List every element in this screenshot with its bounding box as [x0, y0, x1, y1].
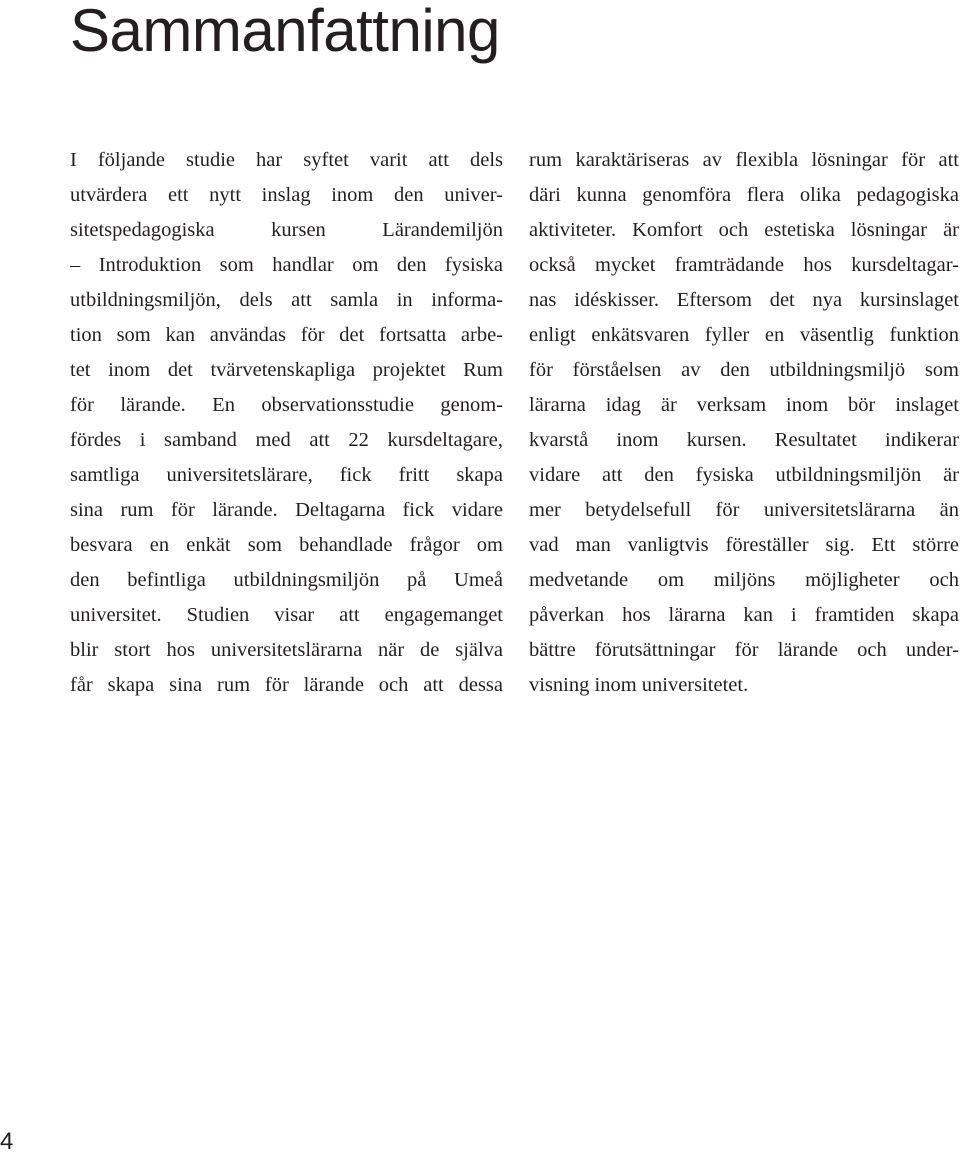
- text-line: samtliga universitetslärare, fick fritt skapa: [70, 464, 503, 486]
- text-line: utvärdera ett nytt inslag inom den univer-: [70, 184, 503, 206]
- text-line: för förståelsen av den utbildningsmiljö som: [529, 359, 959, 381]
- text-line: utbildningsmiljön, dels att samla in informa-: [70, 289, 503, 311]
- text-line: – Introduktion som handlar om den fysiska: [70, 254, 503, 276]
- text-line: för lärande. En observationsstudie genom-: [70, 394, 503, 416]
- text-line: vad man vanligtvis föreställer sig. Ett större: [529, 534, 959, 556]
- text-line: medvetande om miljöns möjligheter och: [529, 569, 959, 591]
- text-line: nas idéskisser. Eftersom det nya kursinslaget: [529, 289, 959, 311]
- text-line: blir stort hos universitetslärarna när de själva: [70, 639, 503, 661]
- text-line: sina rum för lärande. Deltagarna fick vidare: [70, 499, 503, 521]
- text-line: får skapa sina rum för lärande och att dessa: [70, 674, 503, 696]
- text-line: däri kunna genomföra flera olika pedagogiska: [529, 184, 959, 206]
- text-line: rum karaktäriseras av flexibla lösningar för att: [529, 149, 959, 171]
- text-line: också mycket framträdande hos kursdeltagar-: [529, 254, 959, 276]
- text-line: visning inom universitetet.: [529, 674, 749, 696]
- text-line: tion som kan användas för det fortsatta arbe-: [70, 324, 503, 346]
- text-line: enligt enkätsvaren fyller en väsentlig funktion: [529, 324, 959, 346]
- text-line: I följande studie har syftet varit att dels: [70, 149, 503, 171]
- text-line: den befintliga utbildningsmiljön på Umeå: [70, 569, 503, 591]
- text-line: sitetspedagogiska kursen Lärandemiljön: [70, 219, 503, 241]
- text-line: tet inom det tvärvetenskapliga projektet Rum: [70, 359, 503, 381]
- summary-column-right: [529, 143, 959, 703]
- text-line: kvarstå inom kursen. Resultatet indikerar: [529, 429, 959, 451]
- text-line: besvara en enkät som behandlade frågor om: [70, 534, 503, 556]
- text-line: fördes i samband med att 22 kursdeltagare,: [70, 429, 503, 451]
- page-title: Sammanfattning: [70, 0, 500, 64]
- text-line: aktiviteter. Komfort och estetiska lösningar är: [529, 219, 959, 241]
- text-line: påverkan hos lärarna kan i framtiden skapa: [529, 604, 959, 626]
- page-number: 4: [0, 1128, 14, 1155]
- text-line: bättre förutsättningar för lärande och under-: [529, 639, 959, 661]
- text-line: universitet. Studien visar att engagemanget: [70, 604, 503, 626]
- text-line: vidare att den fysiska utbildningsmiljön är: [529, 464, 959, 486]
- text-line: mer betydelsefull för universitetslärarna än: [529, 499, 959, 521]
- text-line: lärarna idag är verksam inom bör inslaget: [529, 394, 959, 416]
- summary-column-left: [70, 143, 503, 703]
